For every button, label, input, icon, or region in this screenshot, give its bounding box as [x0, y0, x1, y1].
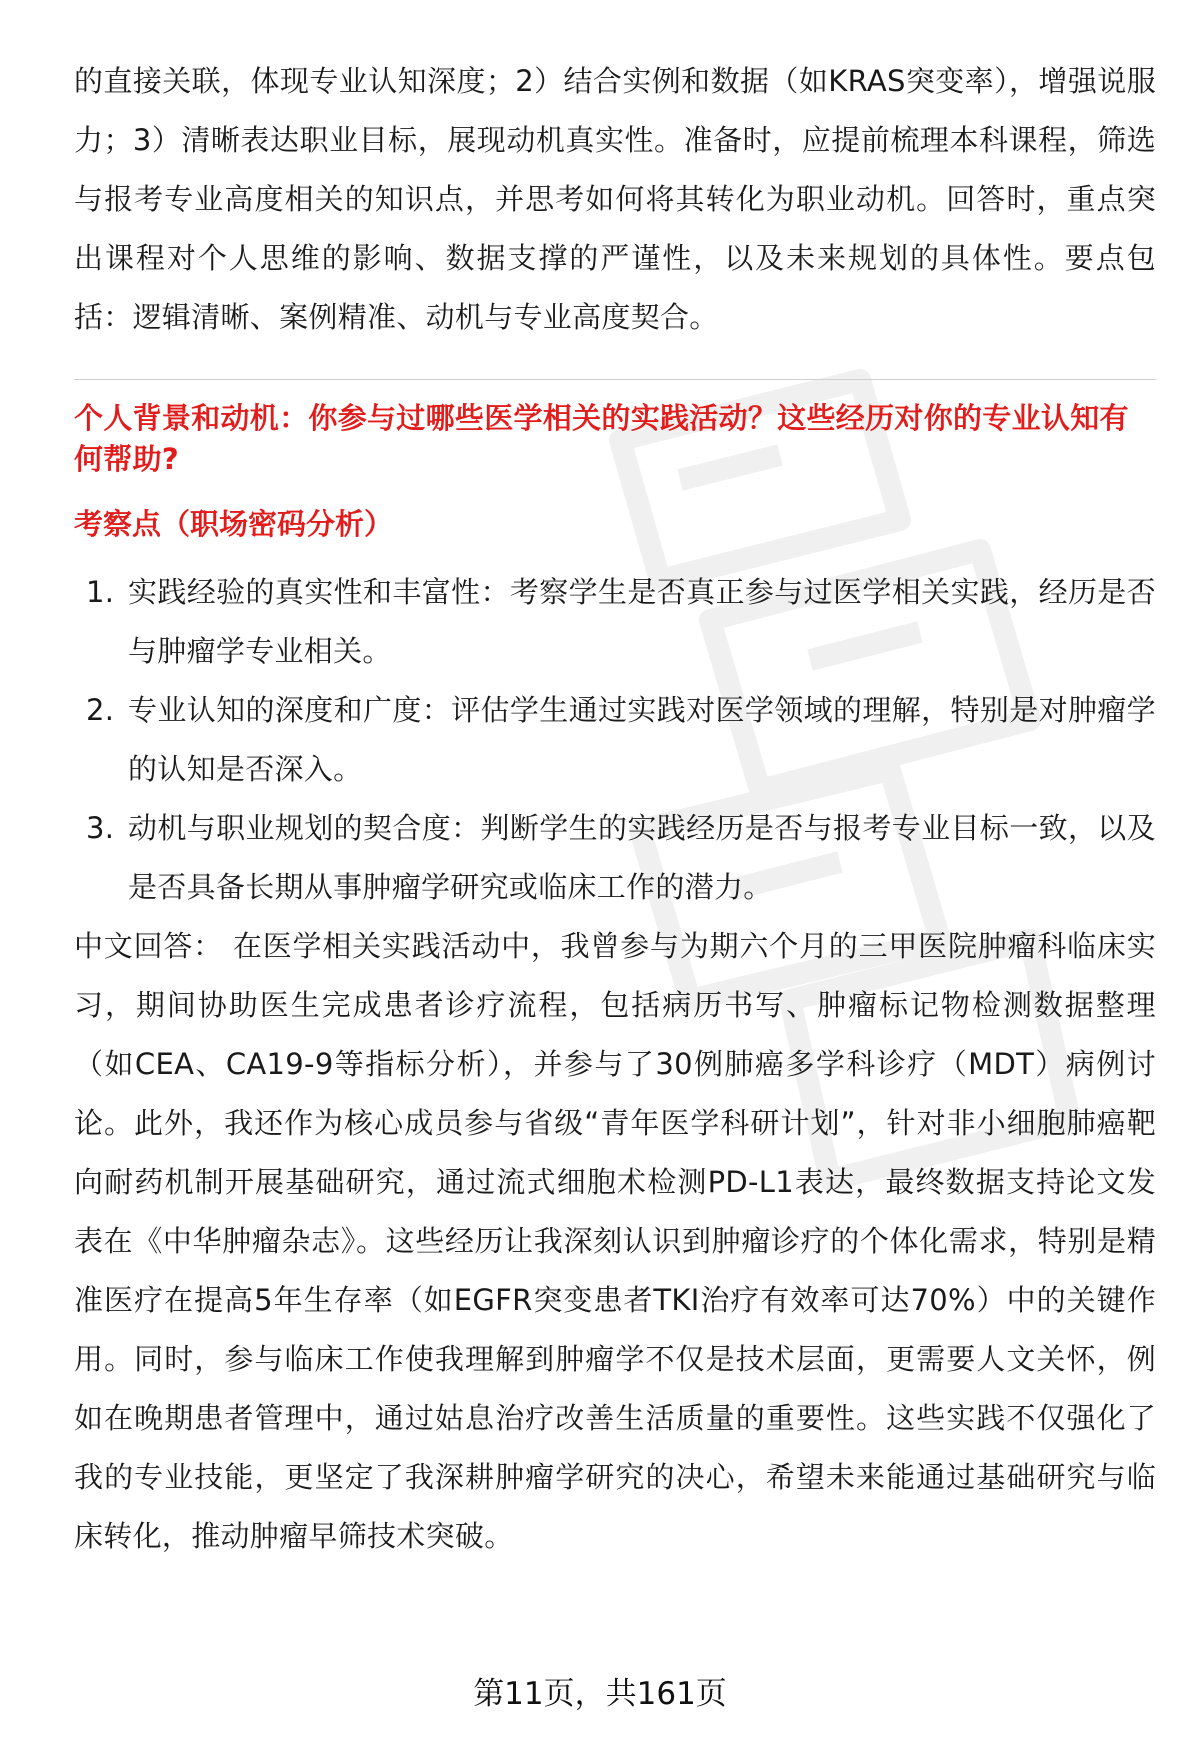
list-item-text: 专业认知的深度和广度：评估学生通过实践对医学领域的理解，特别是对肿瘤学的认知是否深入。 [128, 693, 1156, 786]
page-number: 第11页，共161页 [473, 1676, 727, 1712]
list-item-text: 动机与职业规划的契合度：判断学生的实践经历是否与报考专业目标一致，以及是否具备长期从事肿瘤学研究或临床工作的潜力。 [128, 811, 1156, 904]
section-title: 考察点（职场密码分析） [74, 507, 394, 541]
answer-paragraph: 中文回答： 在医学相关实践活动中，我曾参与为期六个月的三甲医院肿瘤科临床实习，期间协助医生完成患者诊疗流程，包括病历书写、肿瘤标记物检测数据整理（如CEA、CA19-9等指标分析），并参与了30例肺癌多学科诊疗（MDT）病例讨论。此外，我还作为核心成员参与省级“青年医学科研计划”，针对非小细胞肺癌靶向耐药机制开展基础研究，通过流式细胞术检测PD-L1表达，最终数据支持论文发表在《中华肿瘤杂志》。这些经历让我深刻认识到肿瘤诊疗的个体化需求，特别是精准医疗在提高5年生存率（如EGFR突变患者TKI治疗有效率可达70%）中的关键作用。同时，参与临床工作使我理解到肿瘤学不仅是技术层面，更需要人文关怀，例如在晚期患者管理中，通过姑息治疗改善生活质量的重要性。这些实践不仅强化了我的专业技能，更坚定了我深耕肿瘤学研究的决心，希望未来能通过基础研究与临床转化，推动肿瘤早筛技术突破。 [74, 929, 1156, 1553]
section-divider [74, 379, 1156, 380]
content-area [74, 52, 1156, 1566]
list-item-number: 2. [86, 693, 115, 727]
list-item [74, 563, 1156, 681]
evaluation-points-list [74, 563, 1156, 917]
list-item-number: 3. [86, 811, 115, 845]
question-heading: 个人背景和动机：你参与过哪些医学相关的实践活动？这些经历对你的专业认知有何帮助? [74, 401, 1129, 476]
list-item [74, 681, 1156, 799]
list-item [74, 799, 1156, 917]
list-item-text: 实践经验的真实性和丰富性：考察学生是否真正参与过医学相关实践，经历是否与肿瘤学专业相关。 [128, 575, 1156, 668]
list-item-number: 1. [86, 575, 115, 609]
intro-paragraph: 的直接关联，体现专业认知深度；2）结合实例和数据（如KRAS突变率），增强说服力；3）清晰表达职业目标，展现动机真实性。准备时，应提前梳理本科课程，筛选与报考专业高度相关的知识点，并思考如何将其转化为职业动机。回答时，重点突出课程对个人思维的影响、数据支撑的严谨性，以及未来规划的具体性。要点包括：逻辑清晰、案例精准、动机与专业高度契合。 [74, 64, 1156, 334]
